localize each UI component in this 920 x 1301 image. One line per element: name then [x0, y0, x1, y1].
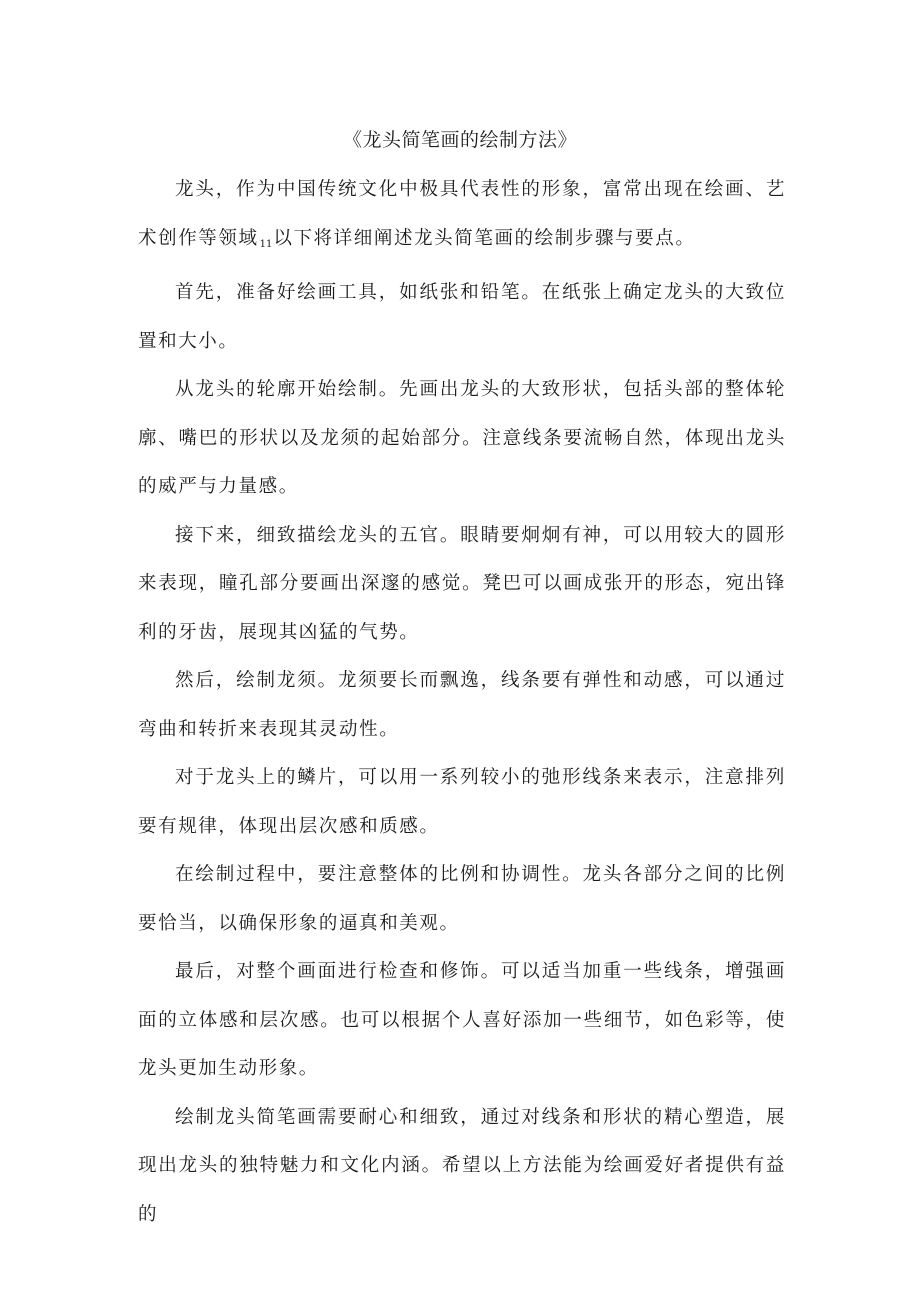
paragraph-preparation: 首先，准备好绘画工具，如纸张和铅笔。在纸张上确定龙头的大致位置和大小。 — [138, 282, 786, 352]
paragraph-proportion: 在绘制过程中，要注意整体的比例和协调性。龙头各部分之间的比例要恰当，以确保形象的逼真和美观。 — [138, 864, 786, 934]
reference-mark: 11 — [259, 238, 273, 250]
paragraph-intro — [138, 166, 786, 269]
paragraph-finishing: 最后，对整个画面进行检查和修饰。可以适当加重一些线条，增强画面的立体感和层次感。也可以根据个人喜好添加一些细节，如色彩等，使龙头更加生动形象。 — [138, 961, 786, 1079]
document-title: 《龙头简笔画的绘制方法》 — [342, 129, 577, 151]
paragraph-conclusion: 绘制龙头简笔画需要耐心和细致，通过对线条和形状的精心塑造，展现出龙头的独特魅力和文化内涵。希望以上方法能为绘画爱好者提供有益的 — [138, 1106, 786, 1225]
paragraph-scales: 对于龙头上的鳞片，可以用一系列较小的弛形线条来表示，注意排列要有规律，体现出层次感和质感。 — [138, 767, 786, 837]
paragraph-intro-text: 龙头，作为中国传统文化中极具代表性的形象，富常出现在绘画、艺术创作等领域 — [138, 179, 786, 249]
paragraph-intro-continuation: 以下将详细阐述龙头简笔画的绘制步骤与要点。 — [273, 227, 696, 249]
paragraph-features: 接下来，细致描绘龙头的五官。眼睛要炯炯有神，可以用较大的圆形来表现，瞳孔部分要画出深邃的感觉。凳巴可以画成张开的形态，宛出锋利的牙齿，展现其凶猛的气势。 — [138, 524, 786, 643]
paragraph-whiskers: 然后，绘制龙须。龙须要长而飘逸，线条要有弹性和动感，可以通过弯曲和转折来表现其灵动性。 — [138, 670, 786, 740]
document-body — [138, 166, 786, 1239]
paragraph-outline: 从龙头的轮廓开始绘制。先画出龙头的大致形状，包括头部的整体轮廓、嘴巴的形状以及龙须的起始部分。注意线条要流畅自然，体现出龙头的威严与力量感。 — [138, 379, 786, 497]
